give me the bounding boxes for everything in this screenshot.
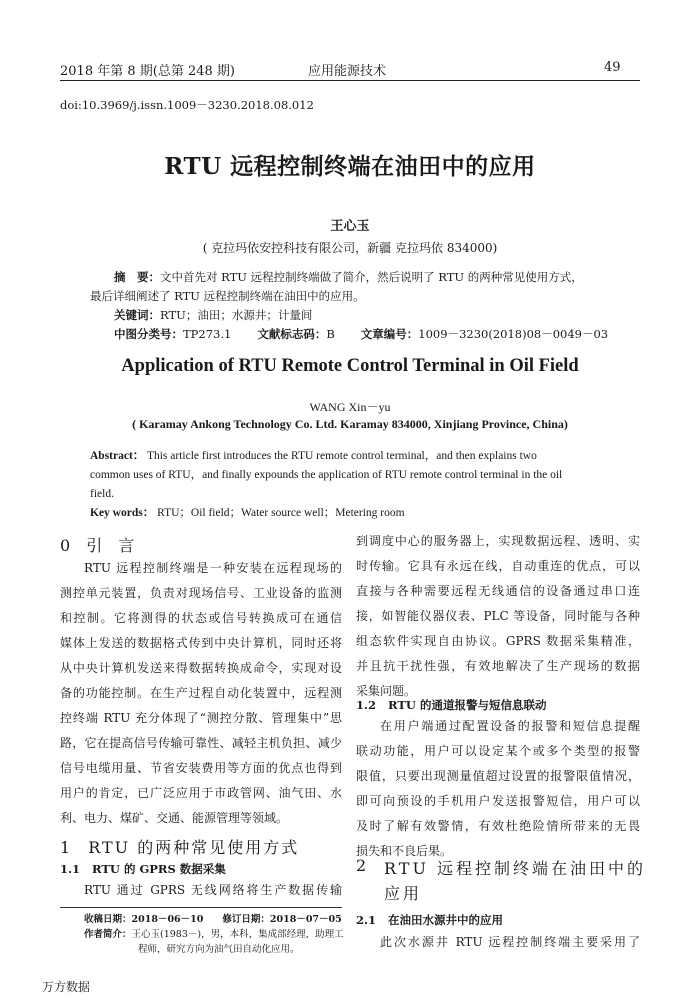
intro-line: 从中央计算机发送来得数据转换成命令，实现对设 [60, 661, 342, 675]
paragraph-line: 并且抗干扰性强，有效地解决了生产现场的数据 [356, 659, 640, 673]
footnote-rule [60, 907, 342, 908]
section-1-2-heading: 1.2 RTU 的通道报警与短信息联动 [356, 698, 547, 712]
intro-line: 媒体上发送的数据格式传到中央计算机，同时还将 [60, 636, 342, 650]
intro-line: 和控制。它将测得的状态或信号转换成可在通信 [60, 611, 342, 625]
paragraph-line: 采集问题。 [356, 684, 417, 698]
author-en: WANG Xin－yu [309, 400, 391, 414]
intro-line: 测控单元装置，负责对现场信号、工业设备的监测 [60, 586, 342, 600]
paragraph-line: 接，如智能仪器仪表、PLC 等设备，同时能与各种 [356, 609, 640, 623]
title-en: Application of RTU Remote Control Terminal in Oil Field [121, 356, 579, 376]
author-cn: 王心玉 [330, 219, 370, 234]
intro-line: 利、电力、煤矿、交通、能源管理等领域。 [60, 811, 289, 825]
affiliation-en: ( Karamay Ankong Technology Co. Ltd. Karamay 834000, Xinjiang Province, China) [132, 417, 568, 431]
paragraph-line: 到调度中心的服务器上，实现数据远程、透明、实 [356, 534, 640, 548]
abstract-cn-line2: 最后详细阐述了 RTU 远程控制终端在油田中的应用。 [90, 289, 365, 303]
intro-line: 用户的肯定，已广泛应用于市政管网、油气田、水 [60, 786, 342, 800]
keywords-en: Key words： RTU；Oil field；Water source well；Metering room [90, 507, 405, 519]
affiliation-cn: ( 克拉玛依安控科技有限公司，新疆 克拉玛依 834000) [202, 241, 498, 255]
doi: doi:10.3969/j.issn.1009－3230.2018.08.012 [60, 98, 314, 112]
keywords-cn: 关键词：RTU；油田；水源井；计量间 [114, 308, 313, 322]
header-journal: 应用能源技术 [308, 64, 387, 79]
paragraph-line: 直接与各种需要远程无线通信的设备通过串口连 [356, 584, 640, 598]
abstract-cn-line1: 摘 要：文中首先对 RTU 远程控制终端做了简介，然后说明了 RTU 的两种常见使用方式， [114, 270, 583, 284]
gprs-paragraph-cont [356, 529, 640, 704]
intro-line: 路，它在提高信号传输可靠性、减轻主机负担、减少 [60, 736, 342, 750]
intro-line: RTU 远程控制终端是一种安装在远程现场的 [84, 561, 342, 575]
intro-paragraph [60, 556, 342, 831]
footnote-dates: 收稿日期：2018－06－10 修订日期：2018－07－05 [84, 914, 342, 925]
intro-line: 控终端 RTU 充分体现了“测控分散、管理集中”思 [60, 711, 342, 725]
footnote-author: 作者简介：王心玉(1983－)，男，本科，集成部经理，助理工 [84, 929, 344, 940]
abstract-en-line2: common uses of RTU，and finally expounds the application of RTU remote control terminal in the oil [90, 469, 563, 481]
abstract-cn-label: 摘 要： [114, 270, 160, 284]
paragraph-line: 即可向预设的手机用户发送报警短信，用户可以 [356, 794, 640, 808]
header-issue: 2018 年第 8 期(总第 248 期) [60, 64, 235, 79]
intro-line: 信号电缆用量、节省安装费用等方面的优点也得到 [60, 761, 342, 775]
alarm-paragraph [356, 714, 640, 864]
water-source-line: 此次水源井 RTU 远程控制终端主要采用了 [380, 935, 640, 949]
abstract-en-label: Abstract： [90, 450, 145, 462]
header-page-number: 49 [604, 60, 621, 75]
footnote-author-cont: 程师，研究方向为油气田自动化应用。 [138, 944, 300, 955]
section-1-1-heading: 1.1 RTU 的 GPRS 数据采集 [60, 862, 226, 876]
paragraph-line: 组态软件实现自由协议。GPRS 数据采集精准， [356, 634, 640, 648]
abstract-en-line1: Abstract： This article first introduces the RTU remote control terminal，and then explains two [90, 450, 537, 462]
paragraph-line: 限值，只要出现测量值超过设置的报警限值情况， [356, 769, 640, 783]
watermark: 万方数据 [42, 980, 91, 994]
paragraph-line: 在用户端通过配置设备的报警和短信息提醒 [380, 719, 640, 733]
paragraph-line: 联动功能，用户可以设定某个或多个类型的报警 [356, 744, 640, 758]
intro-line: 备的功能控制。在生产过程自动化装置中，远程测 [60, 686, 342, 700]
paragraph-line: 时传输。它具有永远在线，自动重连的优点，可以 [356, 559, 640, 573]
header-rule [60, 80, 640, 81]
abstract-en-line3: field. [90, 488, 114, 500]
gprs-line: RTU 通过 GPRS 无线网络将生产数据传输 [84, 883, 342, 897]
section-1-heading: 1 RTU 的两种常见使用方式 [60, 838, 300, 857]
classification-line: 中图分类号：TP273.1 文献标志码：B 文章编号：1009－3230(2018)08－0049－03 [114, 327, 609, 341]
section-0-heading: 0 引 言 [60, 536, 135, 555]
paragraph-line: 损失和不良后果。 [356, 844, 453, 858]
section-2-1-heading: 2.1 在油田水源井中的应用 [356, 913, 504, 927]
paragraph-line: 及时了解有效警情，有效杜绝险情所带来的无畏 [356, 819, 640, 833]
title-cn: RTU 远程控制终端在油田中的应用 [164, 153, 536, 180]
